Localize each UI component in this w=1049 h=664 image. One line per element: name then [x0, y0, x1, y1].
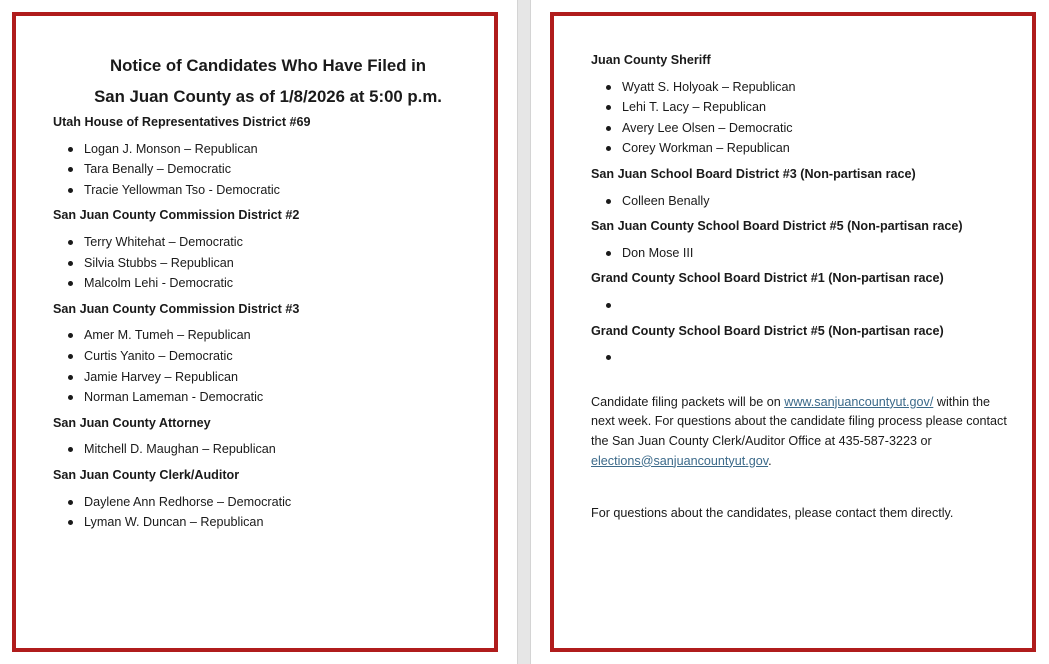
race-heading: San Juan County Commission District #3: [53, 301, 300, 316]
candidate-list: [53, 325, 483, 407]
bullet-icon: [606, 251, 611, 256]
right-page-content: [591, 50, 1011, 524]
race-heading: Utah House of Representatives District #69: [53, 115, 311, 129]
candidate-item: [53, 512, 483, 533]
race-heading: Grand County School Board District #1 (Non-partisan race): [591, 271, 944, 286]
notice-title-line1: Notice of Candidates Who Have Filed in: [109, 56, 427, 75]
candidate-name: Daylene Ann Redhorse – Democratic: [84, 494, 292, 509]
candidate-name: Wyatt S. Holyoak – Republican: [622, 79, 796, 94]
candidate-name: Malcolm Lehi - Democratic: [84, 276, 234, 291]
bullet-icon: [68, 354, 73, 359]
candidate-name: Logan J. Monson – Republican: [84, 141, 258, 156]
race-heading: San Juan County Attorney: [53, 415, 211, 430]
race-heading: Grand County School Board District #5 (Non-partisan race): [591, 323, 944, 338]
candidate-list: [53, 492, 483, 533]
race-section: [53, 112, 483, 200]
candidate-item: [591, 295, 1011, 316]
candidate-item: [591, 77, 1011, 98]
website-link[interactable]: www.sanjuancountyut.gov/: [784, 394, 934, 409]
candidate-item: [53, 439, 483, 460]
bullet-icon: [68, 147, 73, 152]
candidate-item: [53, 325, 483, 346]
candidate-name: Tara Benally – Democratic: [84, 162, 231, 177]
closing-note: For questions about the candidates, please contact them directly.: [591, 506, 954, 521]
race-section: [53, 465, 483, 533]
race-section: [53, 299, 483, 408]
candidate-item: [53, 253, 483, 274]
candidate-name: Don Mose III: [622, 245, 694, 260]
filing-info-text: .: [768, 453, 772, 468]
candidate-list: [591, 243, 1011, 264]
bullet-icon: [68, 500, 73, 505]
candidate-name: Tracie Yellowman Tso - Democratic: [84, 182, 280, 197]
candidate-item: [53, 159, 483, 180]
candidate-item: [591, 191, 1011, 212]
candidate-name: Silvia Stubbs – Republican: [84, 255, 234, 270]
page-gap: [517, 0, 531, 664]
candidate-list: [53, 232, 483, 294]
bullet-icon: [68, 395, 73, 400]
candidate-item: [591, 243, 1011, 264]
candidate-list: [591, 77, 1011, 159]
candidate-list: [53, 439, 483, 460]
candidate-name: Lyman W. Duncan – Republican: [84, 515, 264, 530]
bullet-icon: [606, 355, 611, 360]
candidate-name: Terry Whitehat – Democratic: [84, 234, 243, 249]
bullet-icon: [68, 375, 73, 380]
filing-info-text: within the next week. For questions about the candidate filing process please contact the San Juan County Clerk/Auditor Office at 435-587-3223 or: [591, 394, 1007, 448]
bullet-icon: [68, 188, 73, 193]
filing-info-text: Candidate filing packets will be on: [591, 394, 785, 409]
bullet-icon: [68, 520, 73, 525]
candidate-item: [591, 97, 1011, 118]
bullet-icon: [68, 167, 73, 172]
race-heading: San Juan School Board District #3 (Non-partisan race): [591, 166, 916, 181]
candidate-item: [591, 138, 1011, 159]
candidate-item: [53, 346, 483, 367]
race-heading: Juan County Sheriff: [591, 53, 711, 67]
bullet-icon: [606, 303, 611, 308]
bullet-icon: [68, 261, 73, 266]
bullet-icon: [606, 199, 611, 204]
candidate-list: [591, 191, 1011, 212]
candidate-item: [53, 180, 483, 201]
candidate-item: [53, 273, 483, 294]
bullet-icon: [68, 240, 73, 245]
candidate-item: [53, 232, 483, 253]
race-section: [591, 268, 1011, 315]
left-page-content: [53, 50, 483, 533]
candidate-item: [53, 387, 483, 408]
candidate-item: [53, 139, 483, 160]
email-link[interactable]: elections@sanjuancountyut.gov: [591, 453, 769, 468]
bullet-icon: [606, 85, 611, 90]
race-section: [53, 413, 483, 460]
candidate-name: Jamie Harvey – Republican: [84, 369, 238, 384]
candidate-name: Amer M. Tumeh – Republican: [84, 328, 251, 343]
candidate-name: Curtis Yanito – Democratic: [84, 348, 233, 363]
bullet-icon: [606, 126, 611, 131]
race-heading: San Juan County Commission District #2: [53, 208, 300, 223]
bullet-icon: [606, 146, 611, 151]
race-section: [591, 321, 1011, 368]
candidate-name: Lehi T. Lacy – Republican: [622, 100, 766, 115]
notice-title-line2: San Juan County as of 1/8/2026 at 5:00 p.m.: [94, 87, 442, 106]
candidate-list: [591, 295, 1011, 316]
candidate-name: Norman Lameman - Democratic: [84, 390, 264, 405]
candidate-list: [591, 347, 1011, 368]
race-heading: San Juan County Clerk/Auditor: [53, 467, 240, 482]
candidate-item: [53, 367, 483, 388]
race-section: [53, 205, 483, 293]
race-section: [591, 50, 1011, 159]
race-heading: San Juan County School Board District #5 (Non-partisan race): [591, 219, 963, 234]
bullet-icon: [606, 105, 611, 110]
race-section: [591, 164, 1011, 211]
filing-info-paragraph: [591, 393, 1011, 471]
candidate-item: [53, 492, 483, 513]
race-section: [591, 216, 1011, 263]
candidate-name: Colleen Benally: [622, 193, 710, 208]
candidate-list: [53, 139, 483, 201]
candidate-name: Mitchell D. Maughan – Republican: [84, 442, 276, 457]
candidate-name: Avery Lee Olsen – Democratic: [622, 120, 793, 135]
bullet-icon: [68, 281, 73, 286]
candidate-item: [591, 118, 1011, 139]
bullet-icon: [68, 333, 73, 338]
candidate-item: [591, 347, 1011, 368]
bullet-icon: [68, 447, 73, 452]
candidate-name: Corey Workman – Republican: [622, 141, 790, 156]
